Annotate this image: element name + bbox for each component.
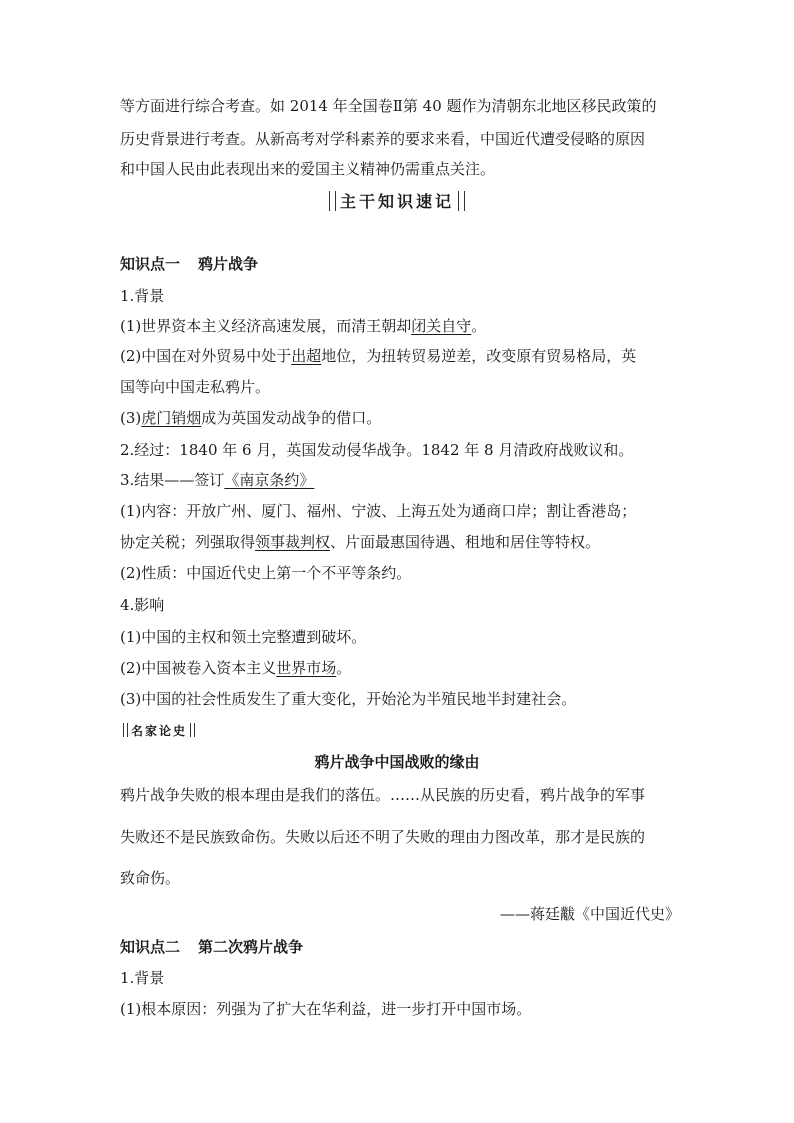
k1-content-1: (1)内容：开放广州、厦门、福州、宁波、上海五处为通商口岸；割让香港岛； (120, 502, 637, 520)
quote-source: ——蒋廷黻《中国近代史》 (499, 905, 680, 923)
k2-bg-1: (1)根本原因：列强为了扩大在华利益，进一步打开中国市场。 (120, 1000, 532, 1018)
k1-heading-title: 鸦片战争 (198, 255, 259, 273)
k2-heading-number: 知识点二 (120, 938, 181, 956)
k1-bg-title: 1.背景 (120, 287, 165, 305)
intro-line-2: 历史背景进行考查。从新高考对学科素养的要求来看，中国近代遭受侵略的原因 (120, 130, 646, 148)
intro-line-3: 和中国人民由此表现出来的爱国主义精神仍需重点关注。 (120, 160, 496, 178)
tag-bar-right (190, 723, 195, 737)
quote-line-3: 致命伤。 (120, 869, 181, 887)
quote-line-1: 鸦片战争失败的根本理由是我们的落伍。……从民族的历史看，鸦片战争的军事 (120, 786, 646, 804)
k1-impact-title: 4.影响 (120, 596, 165, 614)
k1-process: 2.经过：1840 年 6 月，英国发动侵华战争。1842 年 8 月清政府战败议和。 (120, 441, 634, 459)
intro-line-1: 等方面进行综合考查。如 2014 年全国卷Ⅱ第 40 题作为清朝东北地区移民政策的 (120, 97, 657, 115)
k1-bg-1: (1)世界资本主义经济高速发展，而清王朝却闭关自守。 (120, 317, 487, 335)
k1-heading-number: 知识点一 (120, 255, 181, 273)
k1-impact-2: (2)中国被卷入资本主义世界市场。 (120, 659, 352, 677)
tag-bar-left (123, 723, 128, 737)
k1-impact-2-keyword: 世界市场 (276, 659, 337, 677)
quote-tag-label: 名家论史 (131, 724, 188, 738)
k1-impact-1: (1)中国的主权和领土完整遭到破坏。 (120, 628, 367, 646)
k1-heading (120, 254, 680, 274)
k1-impact-3: (3)中国的社会性质发生了重大变化，开始沦为半殖民地半封建社会。 (120, 690, 577, 708)
banner-bar-right (458, 191, 465, 211)
k2-heading-title: 第二次鸦片战争 (198, 938, 304, 956)
k1-bg-1-keyword: 闭关自守 (411, 317, 472, 335)
k1-bg-2-keyword: 出超 (291, 347, 322, 365)
banner-title: 主干知识速记 (339, 192, 454, 211)
k1-result: 3.结果——签订《南京条约》 (120, 471, 315, 489)
k1-content-2: 协定关税；列强取得领事裁判权、片面最惠国待遇、租地和居住等特权。 (120, 533, 601, 551)
section-banner (0, 189, 794, 212)
quote-tag (120, 722, 198, 739)
k1-bg-2: (2)中国在对外贸易中处于出超地位，为扭转贸易逆差，改变原有贸易格局，英 (120, 347, 637, 365)
k1-result-treaty: 《南京条约》 (224, 471, 315, 489)
k1-bg-3: (3)虎门销烟成为英国发动战争的借口。 (120, 409, 382, 427)
k1-content-2-keyword: 领事裁判权 (255, 533, 331, 551)
quote-title: 鸦片战争中国战败的缘由 (314, 753, 480, 771)
quote-line-2: 失败还不是民族致命伤。失败以后还不明了失败的理由力图改革，那才是民族的 (120, 828, 646, 846)
k1-nature: (2)性质：中国近代史上第一个不平等条约。 (120, 564, 412, 582)
banner-bar-left (329, 191, 336, 211)
k2-heading (120, 937, 680, 957)
k1-bg-3-keyword: 虎门销烟 (141, 409, 202, 427)
k2-bg-title: 1.背景 (120, 969, 165, 987)
k1-bg-2-cont: 国等向中国走私鸦片。 (120, 378, 271, 396)
